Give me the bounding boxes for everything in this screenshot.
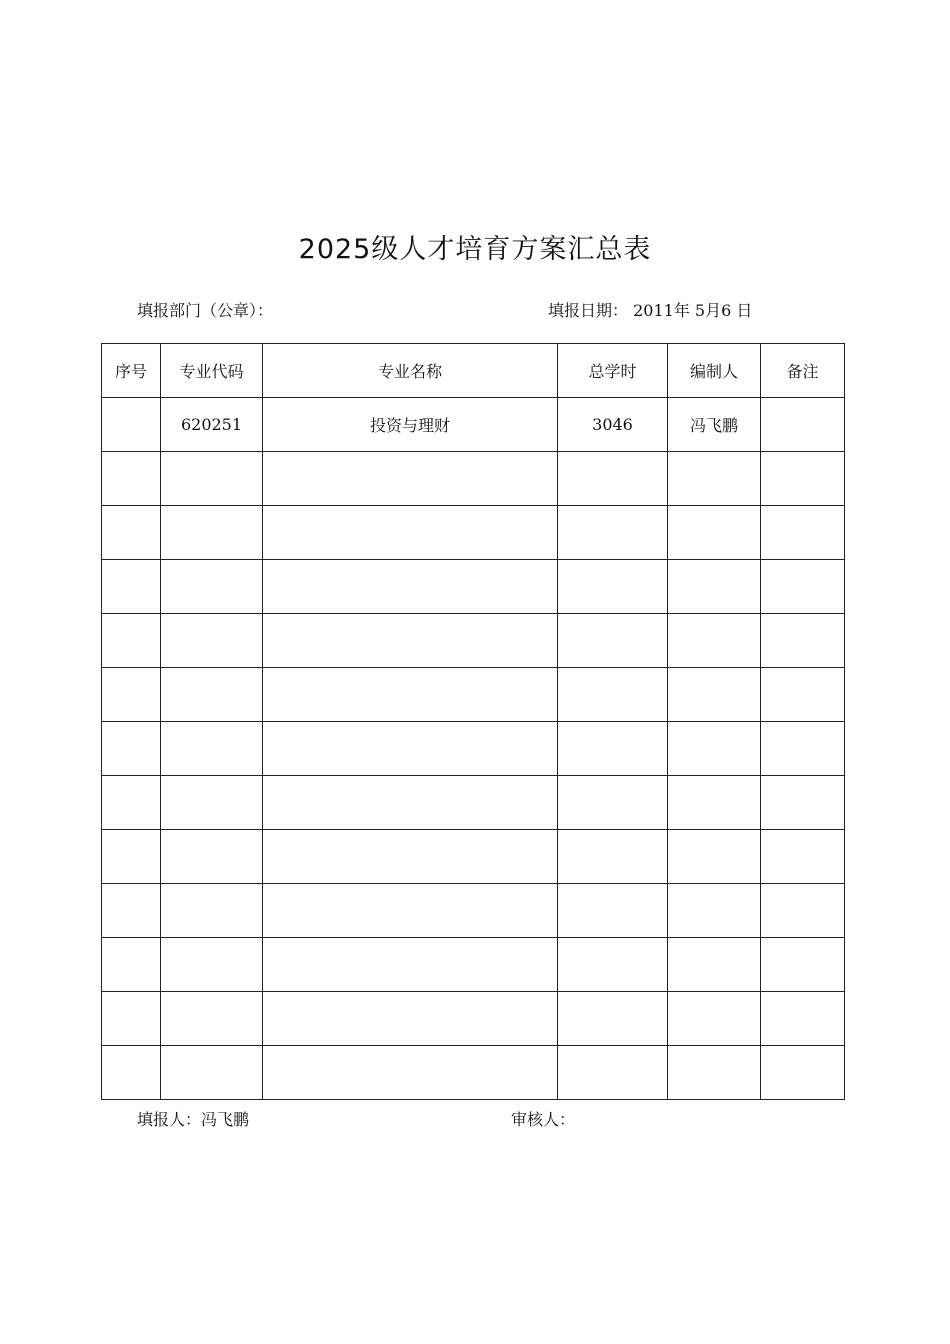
table-row: [102, 668, 845, 722]
cell-remarks: [761, 884, 845, 938]
filler-name: 冯飞鹏: [201, 1110, 250, 1129]
cell-major-name: [263, 560, 558, 614]
table-row: [102, 1046, 845, 1100]
table-body: [102, 398, 845, 1100]
cell-remarks: [761, 452, 845, 506]
table-header-row: [102, 344, 845, 398]
cell-major-name: [263, 776, 558, 830]
cell-remarks: [761, 1046, 845, 1100]
cell-remarks: [761, 398, 845, 452]
table-row: [102, 938, 845, 992]
filler-line: [137, 1108, 249, 1132]
cell-author: [668, 560, 761, 614]
cell-author: [668, 722, 761, 776]
header-seq: 序号: [102, 344, 161, 398]
cell-total-hours: [558, 830, 668, 884]
fill-date: [548, 299, 752, 323]
header-total-hours: 总学时: [558, 344, 668, 398]
cell-remarks: [761, 992, 845, 1046]
cell-total-hours: [558, 992, 668, 1046]
header-remarks: 备注: [761, 344, 845, 398]
cell-author: [668, 506, 761, 560]
cell-total-hours: 3046: [558, 398, 668, 452]
cell-major-code: [161, 938, 263, 992]
table-row: [102, 830, 845, 884]
table-row: [102, 884, 845, 938]
cell-seq: [102, 668, 161, 722]
cell-total-hours: [558, 668, 668, 722]
table-row: [102, 776, 845, 830]
cell-remarks: [761, 560, 845, 614]
cell-major-code: 620251: [161, 398, 263, 452]
cell-total-hours: [558, 722, 668, 776]
cell-major-code: [161, 884, 263, 938]
cell-major-code: [161, 830, 263, 884]
cell-seq: [102, 830, 161, 884]
cell-total-hours: [558, 452, 668, 506]
table-row: [102, 614, 845, 668]
cell-major-code: [161, 776, 263, 830]
cell-remarks: [761, 776, 845, 830]
cell-major-name: [263, 668, 558, 722]
cell-total-hours: [558, 614, 668, 668]
date-value: 2011年 5月6 日: [633, 301, 753, 320]
cell-author: [668, 776, 761, 830]
cell-author: [668, 938, 761, 992]
cell-total-hours: [558, 884, 668, 938]
cell-major-name: [263, 722, 558, 776]
table-row: [102, 452, 845, 506]
cell-seq: [102, 506, 161, 560]
table-row: [102, 560, 845, 614]
cell-remarks: [761, 614, 845, 668]
cell-total-hours: [558, 938, 668, 992]
cell-seq: [102, 884, 161, 938]
cell-total-hours: [558, 1046, 668, 1100]
cell-seq: [102, 722, 161, 776]
table-row: [102, 506, 845, 560]
cell-remarks: [761, 506, 845, 560]
cell-author: [668, 668, 761, 722]
cell-major-code: [161, 614, 263, 668]
cell-seq: [102, 1046, 161, 1100]
cell-major-name: [263, 506, 558, 560]
cell-major-code: [161, 452, 263, 506]
cell-major-name: [263, 992, 558, 1046]
cell-seq: [102, 614, 161, 668]
header-major-code: 专业代码: [161, 344, 263, 398]
table-row: [102, 992, 845, 1046]
date-label: 填报日期：: [548, 301, 629, 320]
cell-major-code: [161, 506, 263, 560]
cell-seq: [102, 452, 161, 506]
cell-remarks: [761, 938, 845, 992]
table-row: [102, 398, 845, 452]
cell-major-code: [161, 668, 263, 722]
cell-seq: [102, 776, 161, 830]
cell-author: [668, 614, 761, 668]
cell-seq: [102, 560, 161, 614]
cell-major-code: [161, 992, 263, 1046]
cell-seq: [102, 398, 161, 452]
cell-remarks: [761, 668, 845, 722]
table-row: [102, 722, 845, 776]
cell-major-name: [263, 614, 558, 668]
cell-total-hours: [558, 506, 668, 560]
header-author: 编制人: [668, 344, 761, 398]
cell-major-name: [263, 830, 558, 884]
filler-label: 填报人：: [137, 1110, 202, 1129]
cell-author: 冯飞鹏: [668, 398, 761, 452]
cell-major-code: [161, 1046, 263, 1100]
summary-table: [101, 343, 845, 1100]
cell-seq: [102, 992, 161, 1046]
cell-major-name: [263, 884, 558, 938]
department-label: 填报部门（公章）：: [137, 301, 274, 320]
cell-major-name: 投资与理财: [263, 398, 558, 452]
cell-author: [668, 452, 761, 506]
cell-author: [668, 1046, 761, 1100]
cell-major-code: [161, 722, 263, 776]
cell-seq: [102, 938, 161, 992]
header-major-name: 专业名称: [263, 344, 558, 398]
cell-remarks: [761, 722, 845, 776]
cell-author: [668, 830, 761, 884]
cell-total-hours: [558, 776, 668, 830]
cell-major-name: [263, 938, 558, 992]
cell-author: [668, 884, 761, 938]
cell-major-code: [161, 560, 263, 614]
cell-major-name: [263, 452, 558, 506]
document-title: 2025级人才培育方案汇总表: [298, 234, 652, 265]
cell-major-name: [263, 1046, 558, 1100]
cell-author: [668, 992, 761, 1046]
cell-remarks: [761, 830, 845, 884]
reviewer-label: 审核人：: [511, 1110, 576, 1129]
cell-total-hours: [558, 560, 668, 614]
